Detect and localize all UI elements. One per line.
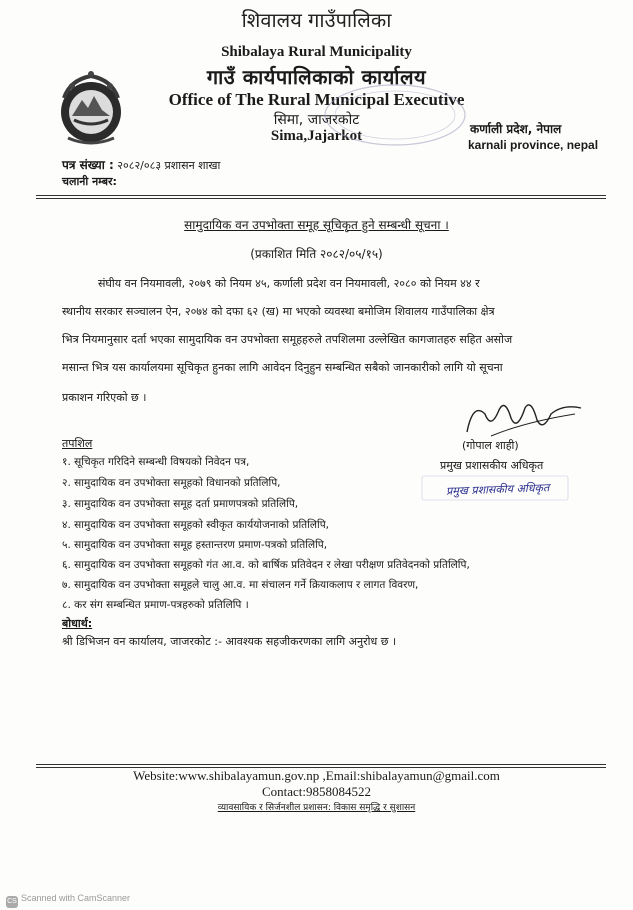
- notice-body-line: प्रकाशन गरिएको छ ।: [62, 391, 147, 404]
- notice-body-line: स्थानीय सरकार सञ्चालन ऐन, २०७४ को दफा ६२ (ख) मा भएको व्यवस्था बमोजिम शिवालय गाउँपालिका क्षेत्र: [62, 305, 495, 318]
- reference-number: [62, 156, 220, 173]
- notice-title: [0, 216, 633, 233]
- schedule-item: २. सामुदायिक वन उपभोक्ता समूहको विधानको प्रतिलिपि,: [62, 477, 281, 489]
- schedule-item: ३. सामुदायिक वन उपभोक्ता समूह दर्ता प्रमाणपत्रको प्रतिलिपि,: [62, 498, 299, 510]
- designation-stamp: प्रमुख प्रशासकीय अधिकृत: [445, 481, 550, 498]
- schedule-item: ४. सामुदायिक वन उपभोक्ता समूहको स्वीकृत कार्ययोजनाको प्रतिलिपि,: [62, 519, 330, 531]
- camscanner-logo-icon: CS: [6, 896, 18, 908]
- footer-website-email: Website:www.shibalayamun.gov.np ,Email:shibalayamun@gmail.com: [133, 768, 500, 783]
- schedule-item: ८. कर संग सम्बन्धित प्रमाण-पत्रहरुको प्रतिलिपि ।: [62, 599, 249, 611]
- schedule-item: ७. सामुदायिक वन उपभोक्ता समूहले चालु आ.व. मा संचालन गर्ने क्रियाकलाप र लागत विवरण,: [62, 579, 419, 591]
- notice-title-text: सामुदायिक वन उपभोक्ता समूह सूचिकृत हुने सम्बन्धी सूचना ।: [184, 218, 449, 232]
- cc-label: बोधार्थ:: [62, 617, 93, 630]
- reference-label: पत्र संख्या :: [62, 158, 114, 172]
- schedule-item: ५. सामुदायिक वन उपभोक्ता समूह हस्तान्तरण प्रमाण-पत्रको प्रतिलिपि,: [62, 539, 328, 551]
- notice-body-line: भित्र नियमानुसार दर्ता भएका सामुदायिक वन उपभोक्ता समूहहरुले तपशिलमा उल्लेखित कागजातहरु सहित असोज: [62, 333, 513, 346]
- cc-recipient-line: श्री डिभिजन वन कार्यालय, जाजरकोट :- आवश्यक सहजीकरणका लागि अनुरोध छ ।: [62, 635, 397, 648]
- province-en: karnali province, nepal: [468, 138, 599, 152]
- camscanner-text: Scanned with CamScanner: [21, 893, 131, 903]
- signatory-name: (गोपाल शाही): [462, 439, 519, 452]
- header-divider-secondary: [36, 198, 606, 199]
- footer-phone: Contact:9858084522: [261, 784, 372, 799]
- notice-body-line: मसान्त भित्र यस कार्यालयमा सूचिकृत हुनका लागि आवेदन दिनुहुन सम्बन्धित सबैको जानकारीको लागि यो सूचना: [62, 361, 503, 374]
- publish-date: (प्रकाशित मिति २०८२/०५/१५): [250, 247, 383, 261]
- camscanner-watermark: [6, 893, 130, 908]
- address-en: Sima,Jajarkot: [270, 128, 363, 144]
- province-np: कर्णाली प्रदेश, नेपाल: [470, 122, 562, 136]
- footer-divider: [36, 764, 606, 765]
- footer-slogan: [0, 800, 633, 813]
- header-divider: [36, 195, 606, 196]
- office-name-np: गाउँ कार्यपालिकाको कार्यालय: [206, 65, 427, 89]
- schedule-item: १. सूचिकृत गरिदिने सम्बन्धी विषयको निवेदन पत्र,: [62, 456, 250, 468]
- municipality-name-np: शिवालय गाउँपालिका: [241, 8, 392, 32]
- address-np: सिमा, जाजरकोट: [273, 112, 360, 128]
- dispatch-number-label: चलानी नम्बर:: [62, 175, 117, 188]
- office-seal-icon: [300, 80, 470, 150]
- municipality-name-en: Shibalaya Rural Municipality: [221, 44, 412, 60]
- signatory-title: प्रमुख प्रशासकीय अधिकृत: [440, 459, 544, 472]
- office-name-en: Office of The Rural Municipal Executive: [168, 90, 465, 109]
- footer-slogan-text: व्यावसायिक र सिर्जनशील प्रशासन: विकास समृद्धि र सुशासन: [217, 803, 416, 813]
- reference-value: २०८२/०८३ प्रशासन शाखा: [117, 159, 221, 172]
- notice-body-line: संघीय वन नियमावली, २०७९ को नियम ४५, कर्णाली प्रदेश वन नियमावली, २०८० को नियम ४४ र: [98, 277, 480, 290]
- schedule-heading: तपशिल: [62, 437, 93, 450]
- schedule-item: ६. सामुदायिक वन उपभोक्ता समूहको गंत आ.व. को बार्षिक प्रतिवेदन र लेखा परीक्षण प्रतिवेदनको प्रतिलिपि,: [62, 559, 470, 571]
